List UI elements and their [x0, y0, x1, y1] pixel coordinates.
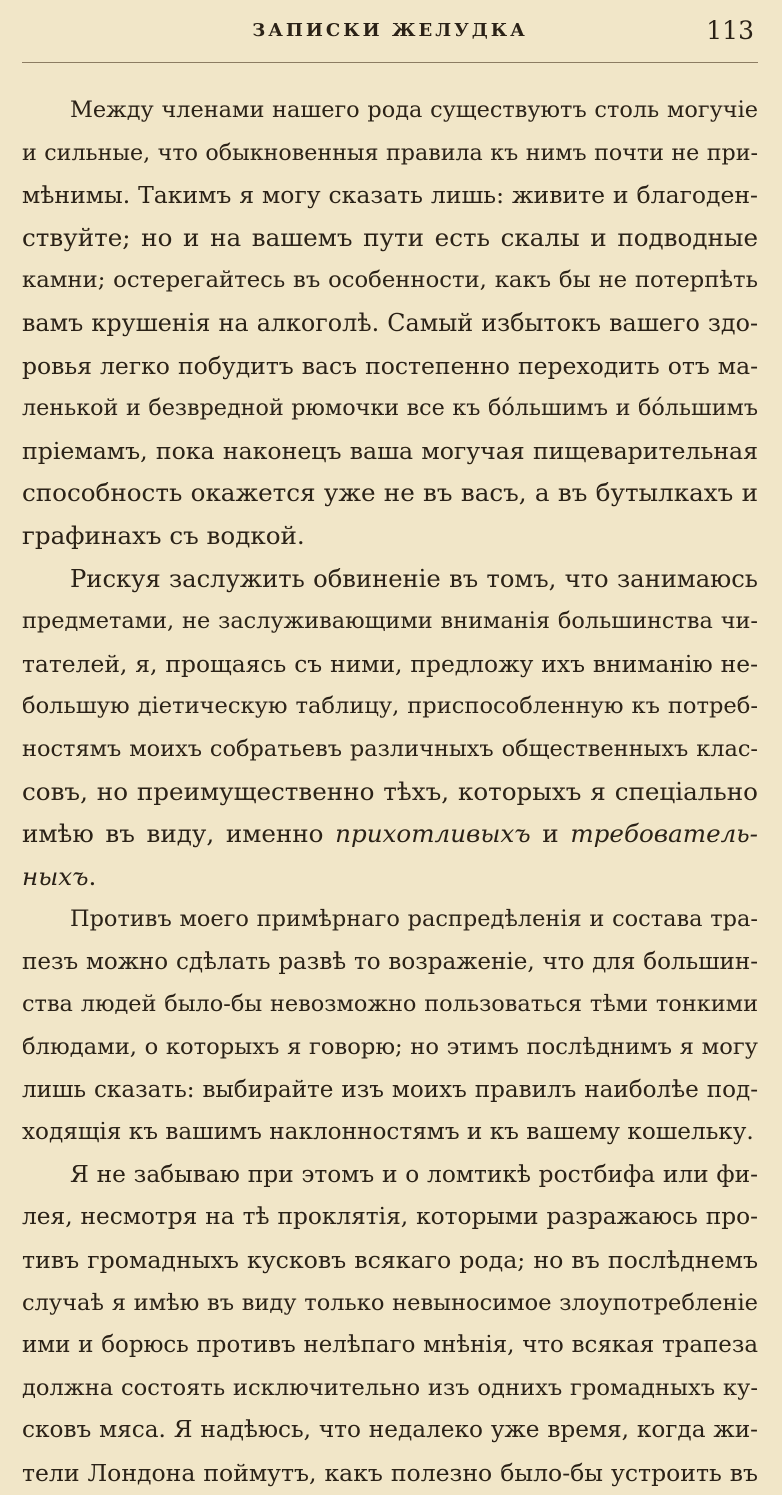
text-line: должна состоять исключительно изъ однихъ громадныхъ ку-	[22, 1374, 758, 1401]
text-line: сковъ мяса. Я надѣюсь, что недалеко уже время, когда жи-	[22, 1416, 758, 1444]
text-run: и	[542, 819, 559, 849]
text-line: пріемамъ, пока наконецъ ваша могучая пищеварительная	[22, 436, 758, 465]
text-line: Я не забываю при этомъ и о ломтикѣ ростбифа или фи-	[70, 1160, 758, 1188]
text-line: совъ, но преимущественно тѣхъ, которыхъ я спеціально	[22, 776, 758, 806]
text-line: способность окажется уже не въ васъ, а въ бутылкахъ и	[22, 478, 758, 508]
text-line: Рискуя заслужить обвиненіе въ томъ, что занимаюсь	[70, 564, 758, 593]
text-line: вамъ крушенія на алкоголѣ. Самый избытокъ вашего здо-	[22, 308, 758, 337]
text-line: предметами, не заслуживающими вниманія большинства чи-	[22, 608, 758, 635]
italic-word: ныхъ	[22, 861, 89, 891]
text-line: большую діетическую таблицу, приспособленную къ потреб-	[22, 693, 758, 720]
text-line: мѣнимы. Такимъ я могу сказать лишь: живите и благоден-	[22, 181, 758, 210]
text-line: пезъ можно сдѣлать развѣ то возраженіе, что для большин-	[22, 948, 758, 975]
text-line: лея, несмотря на тѣ проклятія, которыми разражаюсь про-	[22, 1203, 758, 1231]
page-header	[22, 0, 758, 63]
text-line: лишь сказать: выбирайте изъ моихъ правилъ наиболѣе под-	[22, 1076, 758, 1103]
paragraph-3	[22, 898, 758, 1154]
text-line: ства людей было-бы невозможно пользоваться тѣми тонкими	[22, 991, 758, 1018]
paragraph-1	[22, 89, 758, 558]
text-line	[22, 856, 758, 899]
italic-word: прихотливыхъ	[335, 819, 531, 849]
text-line: Между членами нашего рода существуютъ столь могучіе	[70, 97, 758, 123]
text-line: блюдами, о которыхъ я говорю; но этимъ послѣднимъ я могу	[22, 1034, 758, 1061]
text-run: имѣю въ виду, именно	[22, 819, 324, 849]
running-title: ЗАПИСКИ ЖЕЛУДКА	[252, 20, 528, 41]
text-run: .	[88, 861, 97, 891]
text-line: тивъ громадныхъ кусковъ всякаго рода; но въ послѣднемъ	[22, 1246, 758, 1275]
text-line: тели Лондона поймутъ, какъ полезно было-бы устроить въ	[22, 1459, 758, 1487]
text-line: и сильные, что обыкновенныя правила къ нимъ почти не при-	[22, 139, 758, 166]
italic-word: требователь-	[570, 819, 758, 849]
text-line	[22, 813, 758, 856]
text-line: ствуйте; но и на вашемъ пути есть скалы и подводные	[22, 222, 758, 252]
text-line: ими и борюсь противъ нелѣпаго мнѣнія, что всякая трапеза	[22, 1332, 758, 1359]
paragraph-2	[22, 558, 758, 899]
body-text	[22, 89, 758, 1495]
text-line: ностямъ моихъ собратьевъ различныхъ общественныхъ клас-	[22, 735, 758, 762]
text-line: ходящія къ вашимъ наклонностямъ и къ вашему кошельку.	[22, 1118, 754, 1146]
paragraph-4	[22, 1154, 758, 1495]
text-line: тателей, я, прощаясь съ ними, предложу ихъ вниманію не-	[22, 649, 758, 678]
text-line: ровья легко побудитъ васъ постепенно переходить отъ ма-	[22, 351, 758, 380]
text-line: графинахъ съ водкой.	[22, 520, 305, 550]
text-line: ленькой и безвредной рюмочки все къ бо́льшимъ и бо́льшимъ	[22, 395, 758, 422]
page-number: 113	[706, 16, 754, 45]
text-line: случаѣ я имѣю въ виду только невыносимое злоупотребленіе	[22, 1289, 758, 1316]
text-line: Противъ моего примѣрнаго распредѣленія и состава тра-	[70, 906, 758, 933]
text-line: камни; остерегайтесь въ особенности, какъ бы не потерпѣть	[22, 267, 758, 294]
